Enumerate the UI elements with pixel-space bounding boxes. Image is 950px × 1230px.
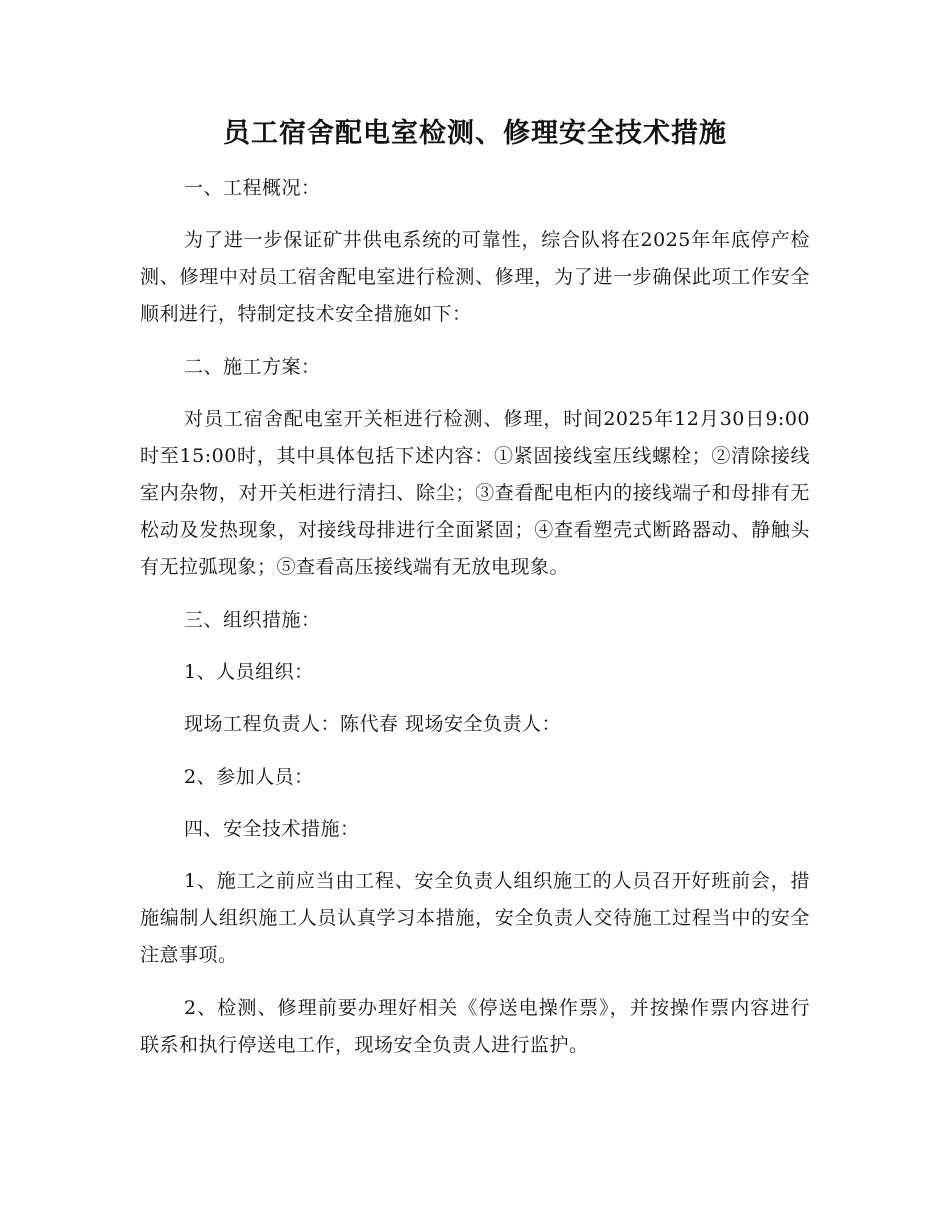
section-heading-construction-plan: 二、施工方案：	[184, 356, 321, 378]
subheading-personnel: 1、人员组织：	[184, 661, 314, 683]
paragraph-safety-measure-1: 1、施工之前应当由工程、安全负责人组织施工的人员召开好班前会，措施编制人组织施工人员认真学习本措施，安全负责人交待施工过程当中的安全注意事项。	[140, 870, 810, 966]
section-heading-safety-measures: 四、安全技术措施：	[184, 818, 360, 840]
paragraph-responsible-persons: 现场工程负责人：陈代春 现场安全负责人：	[184, 713, 562, 735]
paragraph-overview: 为了进一步保证矿井供电系统的可靠性，综合队将在2025年年底停产检测、修理中对员工宿舍配电室进行检测、修理，为了进一步确保此项工作安全顺利进行，特制定技术安全措施如下：	[140, 229, 810, 325]
section-heading-overview: 一、工程概况：	[184, 177, 321, 199]
paragraph-safety-measure-2: 2、检测、修理前要办理好相关《停送电操作票》，并按操作票内容进行联系和执行停送电工作，现场安全负责人进行监护。	[140, 997, 810, 1056]
document-title: 员工宿舍配电室检测、修理安全技术措施	[223, 118, 727, 149]
section-heading-organization: 三、组织措施：	[184, 609, 321, 631]
subheading-participants: 2、参加人员：	[184, 766, 314, 788]
document-page	[140, 112, 810, 1080]
paragraph-construction-plan: 对员工宿舍配电室开关柜进行检测、修理，时间2025年12月30日9:00时至15:00时，其中具体包括下述内容：①紧固接线室压线螺栓；②清除接线室内杂物，对开关柜进行清扫、除尘；③查看配电柜内的接线端子和母排有无松动及发热现象，对接线母排进行全面紧固；④查看塑壳式断路器动、静触头有无拉弧现象；⑤查看高压接线端有无放电现象。	[140, 408, 810, 578]
